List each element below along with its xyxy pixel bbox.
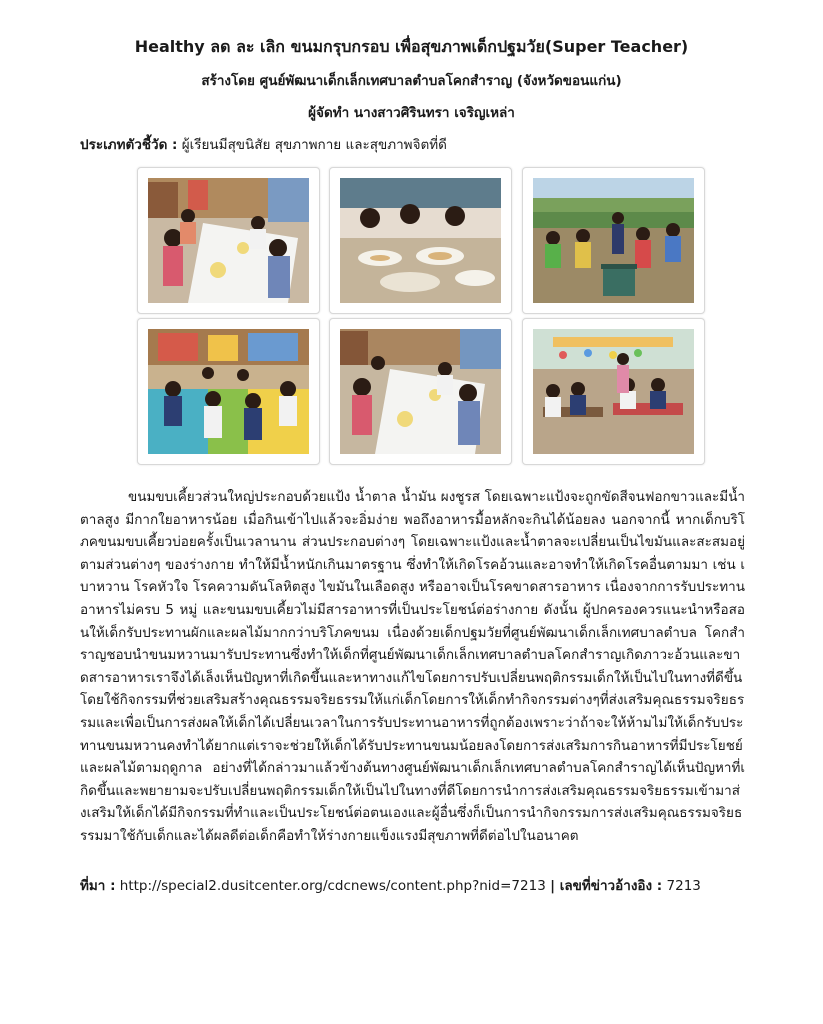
photo-dining-room[interactable]	[522, 318, 705, 465]
created-by-line: สร้างโดย ศูนย์พัฒนาเด็กเล็กเทศบาลตำบลโคกสำราญ (จังหวัดขอนแก่น)	[201, 73, 622, 89]
indicator-line	[80, 135, 447, 155]
photo-children-at-table[interactable]	[329, 318, 512, 465]
photo-children-on-mat[interactable]	[137, 318, 320, 465]
source-line	[80, 876, 701, 896]
indicator-label: ประเภทตัวชี้วัด :	[80, 137, 178, 153]
photo-children-outdoors[interactable]	[522, 167, 705, 314]
photo-image	[340, 178, 501, 303]
photo-children-eating-1[interactable]	[137, 167, 320, 314]
photo-image	[148, 178, 309, 303]
article-body: ขนมขบเคี้ยวส่วนใหญ่ประกอบด้วยแป้ง น้ำตาล น้ำมัน ผงชูรส โดยเฉพาะแป้งจะถูกขัดสีจนฟอกขาวและมีน้ำตาลสูง มีกากใยอาหารน้อย เมื่อกินเข้าไปแล้วจะอิ่มง่าย พอถึงอาหารมื้อหลักจะกินได้น้อยลง นอกจากนี้ หากเด็กบริโภคขนมขบเคี้ยวบ่อยครั้งเป็นเวลานาน ส่วนประกอบต่างๆ โดยเฉพาะแป้งและน้ำตาลจะเปลี่ยนเป็นไขมันและสะสมอยู่ตามส่วนต่างๆ ของร่างกาย ทำให้มีน้ำหนักเกินมาตรฐาน ซึ่งทำให้เกิดโรคอ้วนและอาจทำให้เกิดโรคอื่นตามมา เช่น เบาหวาน โรคหัวใจ โรคความดันโลหิตสูง ไขมันในเลือดสูง หรืออาจเป็นโรคขาดสารอาหาร เนื่องจากการรับประทานอาหารไม่ครบ 5 หมู่ และขนมขบเคี้ยวไม่มีสารอาหารที่เป็นประโยชน์ต่อร่างกาย ดังนั้น ผู้ปกครองควรแนะนำหรือสอนให้เด็กรับประทานผักและผลไม้มากกว่าบริโภคขนม เนื่องด้วยเด็กปฐมวัยที่ศูนย์พัฒนาเด็กเล็กเทศบาลตำบล โคกสำราญชอบนำขนมหวานมารับประทานซึ่งทำให้เด็กที่ศูนย์พัฒนาเด็กเล็กเทศบาลตำบลโคกสำราญเกิดภาวะอ้วนและขาดสารอาหารเราจึงได้เล็งเห็นปัญหาที่เกิดขึ้นและหาทางแก้ไขโดยการปรับเปลี่ยนพฤติกรรมเด็กให้เป็นไปในทางที่ดีขึ้นโดยใช้กิจกรรมที่ช่วยเสริมสร้างคุณธรรมจริยธรรมให้แก่เด็กโดยการให้เด็กทำกิจกรรมต่างๆที่ส่งเสริมคุณธรรมจริยธรรมและเพื่อเป็นการส่งผลให้เด็กได้เปลี่ยนเวลาในการรับประทานอาหารที่ถูกต้องเพราะว่าถ้าจะให้ห้ามไม่ให้เด็กรับประทานขนมหวานคงทำได้ยากแต่เราจะช่วยให้เด็กได้รับประทานขนมน้อยลงโดยการส่งเสริมการกินอาหารที่มีประโยชย์และผลไม้ตามฤดูกาล อย่างที่ได้กล่าวมาแล้วข้างต้นทางศูนย์พัฒนาเด็กเล็กเทศบาลตำบลโคกสำราญได้เห็นปัญหาที่เกิดขึ้นและพยายามจะปรับเปลี่ยนพฤติกรรมเด็กให้เป็นไปในทางที่ดีโดยการนำการส่งเสริมคุณธรรมจริยธรรมเข้ามาส่งเสริมให้เด็กได้มีกิจกรรมที่ทำและเป็นประโยชน์ต่อตนเองและผู้อื่นซึ่งก็เป็นการนำกิจกรรมการส่งเสริมคุณธรรมจริยธรรมมาใช้กับเด็กและได้ผลดีต่อเด็กคือทำให้ร่างกายแข็งแรงมีสุขภาพที่ดีต่อไปในอนาคต	[80, 489, 745, 844]
source-url[interactable]: http://special2.dusitcenter.org/cdcnews/content.php?nid=7213	[119, 878, 546, 894]
indicator-value: ผู้เรียนมีสุขนิสัย สุขภาพกาย และสุขภาพจิตที่ดี	[181, 137, 447, 153]
reference-number: 7213	[666, 878, 701, 894]
page-title: Healthy ลด ละ เลิก ขนมกรุบกรอบ เพื่อสุขภาพเด็กปฐมวัย(Super Teacher)	[134, 37, 689, 56]
photo-gallery	[137, 167, 688, 466]
photo-image	[340, 329, 501, 454]
source-label: ที่มา :	[80, 878, 116, 894]
reference-label: | เลขที่ข่าวอ้างอิง :	[550, 878, 663, 894]
photo-image	[533, 178, 694, 303]
author-line: ผู้จัดทำ นางสาวศิรินทรา เจริญเหล่า	[308, 105, 515, 121]
photo-image	[148, 329, 309, 454]
photo-image	[533, 329, 694, 454]
photo-children-eating-2[interactable]	[329, 167, 512, 314]
